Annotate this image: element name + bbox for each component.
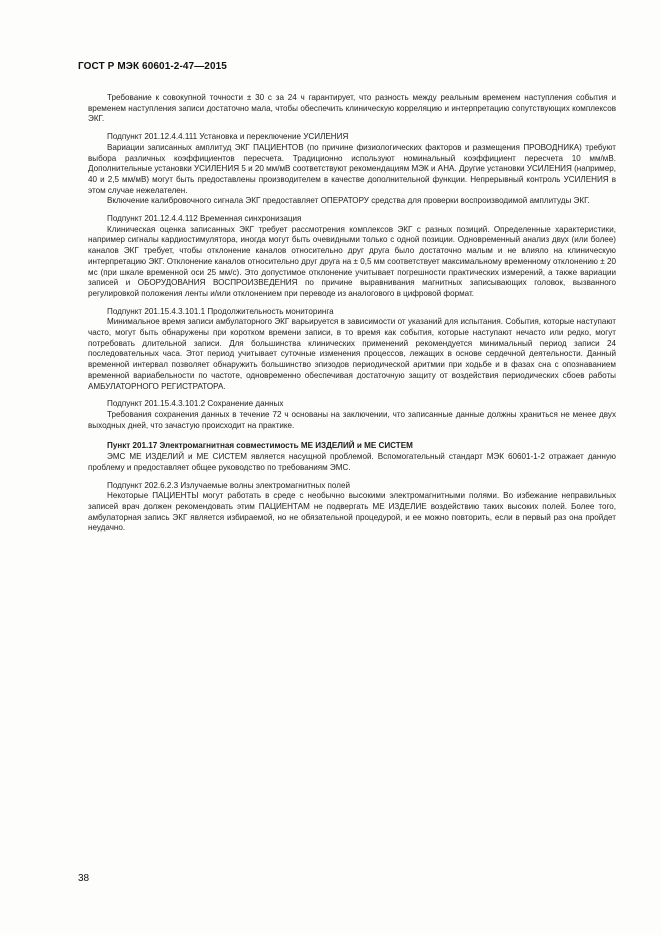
document-header: ГОСТ Р МЭК 60601-2-47—2015 [78,61,227,72]
subclause-heading: Подпункт 201.12.4.4.111 Установка и переключение УСИЛЕНИЯ [107,132,349,142]
subclause-heading: Подпункт 201.15.4.3.101.1 Продолжительность мониторинга [107,306,334,316]
paragraph: Требование к совокупной точности ± 30 с за 24 ч гарантирует, что разность между реальным временем наступления события и временем наступления записи достаточно мала, чтобы обеспечить клиническую корреляцию и интерпретацию сопутствующих комплексов ЭКГ. [88,93,616,124]
subclause-heading: Подпункт 202.6.2.3 Излучаемые волны электромагнитных полей [107,480,350,490]
paragraph: Клиническая оценка записанных ЭКГ требует рассмотрения комплексов ЭКГ с разных позиций. Определенные характеристики, например сигналы кардиостимулятора, иногда могут быть очевидными только с одной позиции. Одновременный анализ двух (или более) каналов ЭКГ требует, чтобы отклонение каналов относительно друг друга было достаточно малым и не влияло на клиническую интерпретацию ЭКГ. Отклонение каналов относительно друг друга на ± 0,5 мм соответствует максимальному временному отклонению ± 20 мс (при шкале временной оси 25 мм/с). Это допустимое отклонение учитывает погрешности практических измерений, а также вариации записей и ОБОРУДОВАНИЯ ВОСПРОИЗВЕДЕНИЯ по причине выравнивания магнитных записывающих головок, вызванного регулировкой положения ленты и/или отклонением при переводе из аналогового в цифровой формат. [88,224,616,298]
paragraph: Вариации записанных амплитуд ЭКГ ПАЦИЕНТОВ (по причине физиологических факторов и размещения ПРОВОДНИКА) требуют выбора различных коэффициентов пересчета. Традиционно используют номинальный коэффициент пересчета 10 мм/мВ. Дополнительные установки УСИЛЕНИЯ 5 и 20 мм/мВ соответствуют рекомендациям МЭК и АНА. Другие установки УСИЛЕНИЯ (например, 40 и 2,5 мм/мВ) могут быть предоставлены производителем в качестве дополнительной функции. Непрерывный контроль УСИЛЕНИЯ в этом случае нежелателен. [88,142,616,195]
clause-heading: Пункт 201.17 Электромагнитная совместимость МЕ ИЗДЕЛИЙ и МЕ СИСТЕМ [107,441,413,451]
paragraph: Включение калибровочного сигнала ЭКГ предоставляет ОПЕРАТОРУ средства для проверки воспроизводимой амплитуды ЭКГ. [107,196,590,206]
paragraph: Требования сохранения данных в течение 72 ч основаны на заключении, что записанные данные должны храниться не менее двух выходных дней, что зачастую происходит на практике. [88,409,616,430]
subclause-heading: Подпункт 201.15.4.3.101.2 Сохранение данных [107,399,284,409]
document-body [88,93,616,534]
page-number: 38 [78,873,90,884]
paragraph: Некоторые ПАЦИЕНТЫ могут работать в среде с необычно высокими электромагнитными полями. Во избежание неправильных записей врач должен рекомендовать этим ПАЦИЕНТАМ не подвергать МЕ ИЗДЕЛИЕ воздействию таких высоких полей. Более того, амбулаторная запись ЭКГ является избираемой, но не обязательной процедурой, и ее можно повторить, если в первый раз она пройдет неудачно. [88,491,616,533]
paragraph: Минимальное время записи амбулаторного ЭКГ варьируется в зависимости от указаний для испытания. События, которые наступают часто, могут быть обнаружены при коротком времени записи, в то время как события, которые наступают нечасто или редко, могут потребовать длительной записи. Для большинства клинических применений рекомендуется минимальный период записи 24 последовательных часа. Этот период учитывает суточные изменения процессов, лежащих в основе сердечной деятельности. Данный временной интервал позволяет обнаружить большинство эпизодов периодической аритмии при ходьбе и в фазах сна с опознаванием временной вариабельности по частоте, одновременно обеспечивая достаточную защиту от воздействия периодических сбоев работы АМБУЛАТОРНОГО РЕГИСТРАТОРА. [88,317,616,391]
subclause-heading: Подпункт 201.12.4.4.112 Временная синхронизация [107,214,302,224]
paragraph: ЭМС МЕ ИЗДЕЛИЙ и МЕ СИСТЕМ является насущной проблемой. Вспомогательный стандарт МЭК 60601-1-2 отражает данную проблему и предоставляет общее руководство по требованиям ЭМС. [88,452,616,472]
